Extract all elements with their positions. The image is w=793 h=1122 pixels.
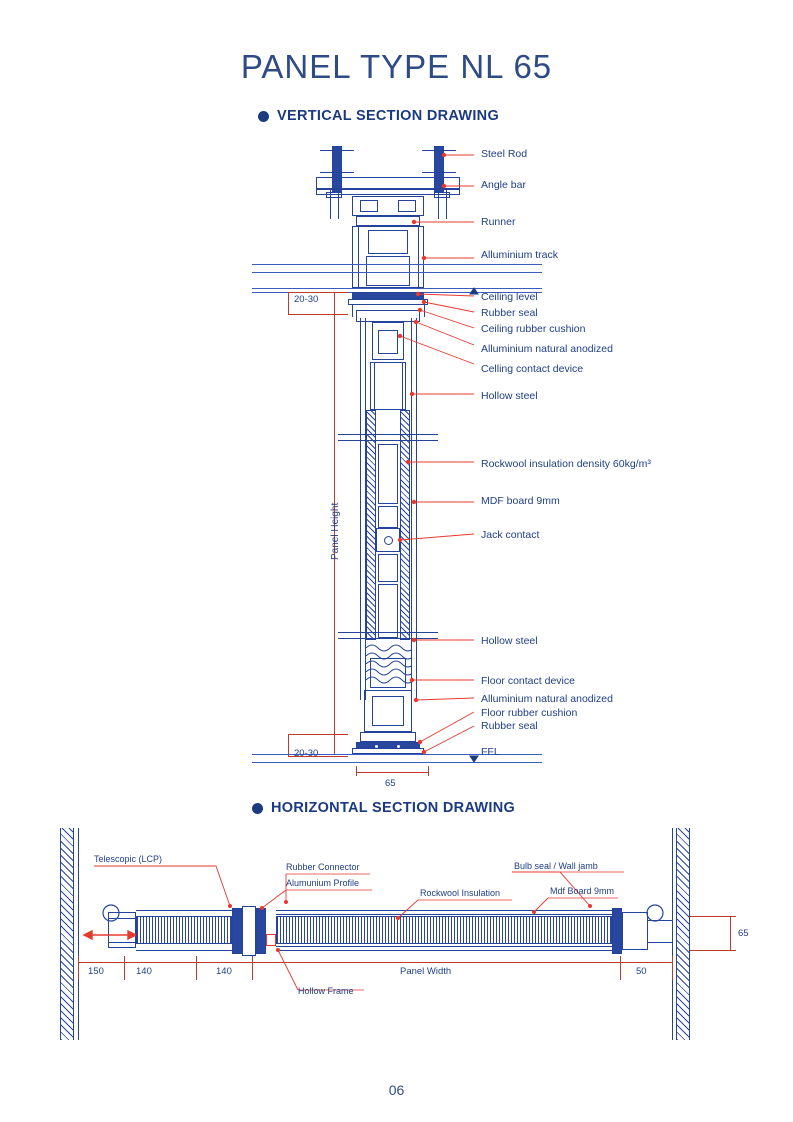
thickness-dim-line (356, 772, 428, 773)
callout-ceiling-level: Ceiling level (481, 291, 538, 303)
bullet-icon (252, 803, 263, 814)
bullet-icon (258, 111, 269, 122)
callout-floor-contact-device: Floor contact device (481, 675, 575, 687)
callout-runner: Runner (481, 216, 516, 228)
mdf-board-face-top2 (276, 914, 612, 915)
callout-alluminium-track: Alluminium track (481, 249, 559, 261)
section-heading-vertical (258, 108, 499, 124)
callout-angle-bar: Angle bar (481, 179, 526, 191)
celling-contact-inner (378, 330, 398, 354)
gap-top-dim-lower (288, 314, 348, 315)
bolt-right (434, 192, 450, 198)
alluminium-natural-anodized-bottom (360, 732, 416, 742)
rubber-seal-top (348, 299, 428, 305)
section-heading-horizontal (252, 800, 515, 816)
ceiling-rubber-cushion (352, 292, 424, 299)
wall-left-face (78, 828, 79, 1040)
h-dim-tick-0 (78, 956, 79, 980)
track-top-flange (356, 216, 420, 226)
dim-150: 150 (88, 966, 104, 977)
break-line-top-2 (338, 440, 438, 441)
gap-bottom-dim-upper (288, 734, 348, 735)
h-dim-baseline (78, 962, 672, 963)
rod-mid-left (320, 172, 354, 173)
page-number: 06 (388, 1082, 405, 1098)
callout-alumunium-profile: Alumunium Profile (286, 878, 360, 888)
hollow-steel-bottom (370, 658, 406, 688)
track-wall-left (358, 226, 359, 288)
jamb-line-2 (648, 942, 672, 943)
panel-core-4 (378, 584, 398, 638)
bulb-seal-right-icon (644, 902, 670, 928)
callout-rubber-connector: Rubber Connector (286, 862, 360, 872)
ceiling-line-3 (252, 288, 542, 289)
h-thickness-bottom (690, 950, 736, 951)
gap-bottom-dim-tick (288, 734, 289, 756)
floor-roller-right-icon (396, 744, 401, 749)
runner-wheel-left (360, 200, 378, 212)
alumunium-profile-left (232, 908, 242, 954)
callout-alluminium-natural-anodized-bottom: Alluminium natural anodized (481, 693, 613, 705)
h-dim-tick-5 (672, 956, 673, 980)
mdf-board-face-bottom2 (276, 946, 612, 947)
rod-cap-left (320, 150, 354, 151)
panel-core-2 (378, 506, 398, 528)
telescopic-leaf-bottom (136, 950, 232, 951)
lcp-line-2 (108, 942, 138, 943)
section-heading-horizontal-label: HORIZONTAL SECTION DRAWING (271, 800, 516, 816)
h-dim-tick-3 (252, 956, 253, 980)
thickness-dim-tick-r (428, 766, 429, 776)
callout-rockwool-insulation: Rockwool insulation density 60kg/m³ (481, 458, 651, 470)
jamb-line-1 (648, 920, 672, 921)
callout-hollow-frame: Hollow Frame (298, 986, 354, 996)
floor-contact-inner (372, 696, 404, 726)
ceiling-line-1 (252, 264, 542, 265)
page-title: PANEL TYPE NL 65 (240, 48, 553, 85)
callout-ffl: FFL (481, 746, 500, 758)
wall-right (676, 828, 690, 1040)
dim-140b: 140 (216, 966, 232, 977)
jack-contact-center-icon (384, 536, 393, 545)
hollow-steel-top-rib-r (402, 362, 403, 410)
runner-wheel-right (398, 200, 416, 212)
callout-telescopic-lcp: Telescopic (LCP) (94, 854, 163, 864)
callout-hollow-steel-bottom: Hollow steel (481, 635, 538, 647)
thickness-dim-tick-l (356, 766, 357, 776)
lcp-line-1 (108, 918, 138, 919)
track-inner-chamber (368, 230, 408, 254)
callout-hollow-steel-top: Hollow steel (481, 390, 538, 402)
ceiling-line-2 (252, 272, 542, 273)
panel-core-3 (378, 554, 398, 582)
h-dim-tick-4 (620, 956, 621, 980)
callout-floor-rubber-cushion: Floor rubber cushion (481, 707, 578, 719)
angle-bar-plate (316, 177, 460, 189)
callout-ceiling-rubber-cushion: Ceiling rubber cushion (481, 323, 586, 335)
break-line-top-1 (338, 434, 438, 435)
h-thickness-tick (730, 916, 731, 950)
panel-edge-right-inner (411, 318, 412, 700)
gap-top-dim-upper (288, 292, 348, 293)
h-dim-tick-1 (124, 956, 125, 980)
ceiling-bracket-l (352, 305, 353, 317)
telescopic-leaf (136, 916, 232, 944)
rubber-connector (242, 906, 256, 956)
dim-gap-top: 20-30 (294, 294, 319, 305)
mdf-board-face-bottom (276, 950, 612, 951)
callout-steel-rod: Steel Rod (481, 148, 528, 160)
hollow-frame (266, 934, 276, 946)
callout-rubber-seal-top: Rubber seal (481, 307, 538, 319)
callout-mdf-board: MDF board 9mm (481, 495, 560, 507)
ceiling-bracket-r (424, 305, 425, 317)
rod-mid-right (422, 172, 456, 173)
break-line-bottom-2 (338, 638, 438, 639)
hollow-steel-top-rib-l (374, 362, 375, 410)
bulb-seal-left-icon (100, 902, 126, 928)
wall-left (60, 828, 74, 1040)
gap-top-dim-tick (288, 292, 289, 314)
dim-panel-width: Panel Width (400, 966, 452, 977)
floor-roller-left-icon (374, 744, 379, 749)
callout-alluminium-natural-anodized-top: Alluminium natural anodized (481, 343, 613, 355)
callout-bulb-seal-wall-jamb: Bulb seal / Wall jamb (514, 861, 598, 871)
telescopic-movement-arrow-icon (84, 928, 136, 942)
callout-jack-contact: Jack contact (481, 529, 540, 541)
panel-edge-right-outer (416, 318, 417, 700)
rod-cap-right (422, 150, 456, 151)
callout-rubber-seal-bottom: Rubber seal (481, 720, 538, 732)
h-dim-tick-2 (196, 956, 197, 980)
panel-main-infill (276, 916, 612, 944)
wall-right-face (672, 828, 673, 1040)
mdf-board-face-top (276, 910, 612, 911)
section-heading-vertical-label: VERTICAL SECTION DRAWING (277, 108, 500, 124)
panel-edge-profile-right (612, 908, 622, 954)
dim-140a: 140 (136, 966, 152, 977)
callout-celling-contact-device: Celling contact device (481, 363, 584, 375)
rockwool-insulation-right (400, 410, 410, 640)
dim-65-horizontal: 65 (738, 928, 749, 939)
dim-gap-bottom: 20-30 (294, 748, 319, 759)
break-line-bottom-1 (338, 632, 438, 633)
dim-50: 50 (636, 966, 647, 977)
dim-panel-thickness: 65 (385, 778, 396, 789)
panel-edge-left-outer (360, 318, 361, 700)
ffl-line-2 (252, 762, 542, 763)
hollow-steel-top (370, 362, 406, 410)
callout-rockwool-insulation-h: Rockwool Insulation (420, 888, 501, 898)
bolt-left (326, 192, 342, 198)
track-wall-right (418, 226, 419, 288)
panel-core-1 (378, 444, 398, 504)
dim-panel-height: Panel Height (330, 502, 341, 560)
alumunium-profile-right (256, 908, 266, 954)
rockwool-insulation-left (366, 410, 376, 640)
track-lower-chamber (366, 256, 410, 286)
callout-mdf-board-h: Mdf Board 9mm (550, 886, 615, 896)
telescopic-leaf-top (136, 910, 232, 911)
